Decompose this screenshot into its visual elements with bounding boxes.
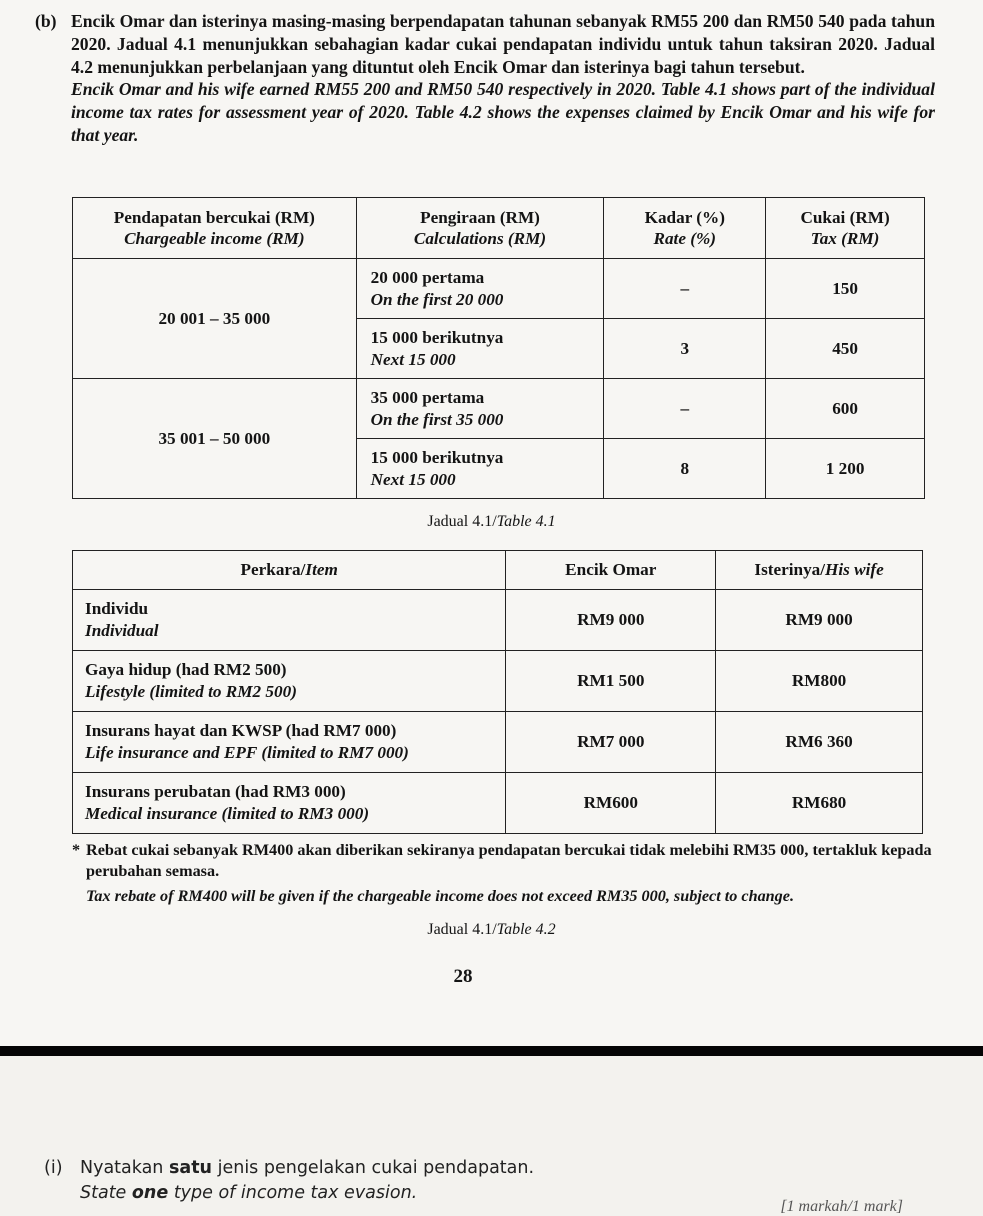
item-cell: Insurans hayat dan KWSP (had RM7 000) Life insurance and EPF (limited to RM7 000) (73, 712, 506, 773)
header-chargeable-income: Pendapatan bercukai (RM) Chargeable income (RM) (73, 198, 357, 259)
table-header-row (73, 198, 925, 259)
header-item: Perkara/Item (73, 551, 506, 590)
tax-rate-table (72, 197, 925, 499)
header-calculations: Pengiraan (RM) Calculations (RM) (356, 198, 604, 259)
header-encik-omar: Encik Omar (506, 551, 716, 590)
question-b-label: (b) (35, 11, 57, 31)
table-row (73, 712, 923, 773)
item-cell: Individu Individual (73, 590, 506, 651)
item-cell: Gaya hidup (had RM2 500) Lifestyle (limited to RM2 500) (73, 651, 506, 712)
rate-cell: 8 (604, 439, 766, 499)
wife-cell: RM680 (716, 773, 923, 834)
wife-cell: RM6 360 (716, 712, 923, 773)
tax-rebate-note (72, 840, 932, 911)
rate-cell: – (604, 259, 766, 319)
question-i-text-malay: Nyatakan satu jenis pengelakan cukai pendapatan. (80, 1158, 535, 1178)
marks-label: [1 markah/1 mark] (780, 1198, 903, 1215)
rate-cell: 3 (604, 319, 766, 379)
question-b-text-malay: Encik Omar dan isterinya masing-masing berpendapatan tahunan sebanyak RM55 200 dan RM50 540 pada tahun 2020. Jadual 4.1 menunjukkan sebahagian kadar cukai pendapatan individu untuk tahun taksiran 2020. Jadual 4.2 menunjukkan perbelanjaan yang dituntut oleh Encik Omar dan isterinya bagi tahun tersebut. (71, 11, 935, 77)
header-rate: Kadar (%) Rate (%) (604, 198, 766, 259)
question-b (35, 10, 935, 147)
wife-cell: RM9 000 (716, 590, 923, 651)
tax-cell: 600 (766, 379, 925, 439)
page-number: 28 (453, 966, 473, 987)
note-english: Tax rebate of RM400 will be given if the chargeable income does not exceed RM35 000, subject to change. (86, 887, 794, 905)
omar-cell: RM1 500 (506, 651, 716, 712)
table-row (73, 379, 925, 439)
next-page (0, 1056, 983, 1216)
omar-cell: RM7 000 (506, 712, 716, 773)
wife-cell: RM800 (716, 651, 923, 712)
table-4-1-caption: Jadual 4.1/Table 4.1 (427, 513, 556, 530)
question-b-text-english: Encik Omar and his wife earned RM55 200 and RM50 540 respectively in 2020. Table 4.1 shows part of the individual income tax rates for assessment year of 2020. Table 4.2 shows the expenses claimed by Encik Omar and his wife for that year. (71, 79, 935, 145)
calculation-cell: 20 000 pertama On the first 20 000 (356, 259, 604, 319)
question-i (44, 1156, 534, 1206)
calculation-cell: 35 000 pertama On the first 35 000 (356, 379, 604, 439)
asterisk: * (72, 841, 81, 859)
omar-cell: RM9 000 (506, 590, 716, 651)
page-divider (0, 1046, 983, 1056)
table-row (73, 259, 925, 319)
table-row (73, 651, 923, 712)
tax-cell: 450 (766, 319, 925, 379)
calculation-cell: 15 000 berikutnya Next 15 000 (356, 439, 604, 499)
note-malay: Rebat cukai sebanyak RM400 akan diberikan sekiranya pendapatan bercukai tidak melebihi RM35 000, tertakluk kepada perubahan semasa. (86, 841, 932, 880)
income-range: 20 001 – 35 000 (73, 259, 357, 379)
table-row (73, 773, 923, 834)
item-cell: Insurans perubatan (had RM3 000) Medical insurance (limited to RM3 000) (73, 773, 506, 834)
header-tax: Cukai (RM) Tax (RM) (766, 198, 925, 259)
rate-cell: – (604, 379, 766, 439)
income-range: 35 001 – 50 000 (73, 379, 357, 499)
header-his-wife: Isterinya/His wife (716, 551, 923, 590)
question-i-text-english: State one type of income tax evasion. (80, 1183, 418, 1203)
tax-cell: 1 200 (766, 439, 925, 499)
table-row (73, 590, 923, 651)
calculation-cell: 15 000 berikutnya Next 15 000 (356, 319, 604, 379)
tax-cell: 150 (766, 259, 925, 319)
expenses-table (72, 550, 923, 834)
omar-cell: RM600 (506, 773, 716, 834)
question-i-label: (i) (44, 1158, 63, 1178)
table-4-2-caption: Jadual 4.1/Table 4.2 (427, 921, 556, 938)
table-header-row (73, 551, 923, 590)
